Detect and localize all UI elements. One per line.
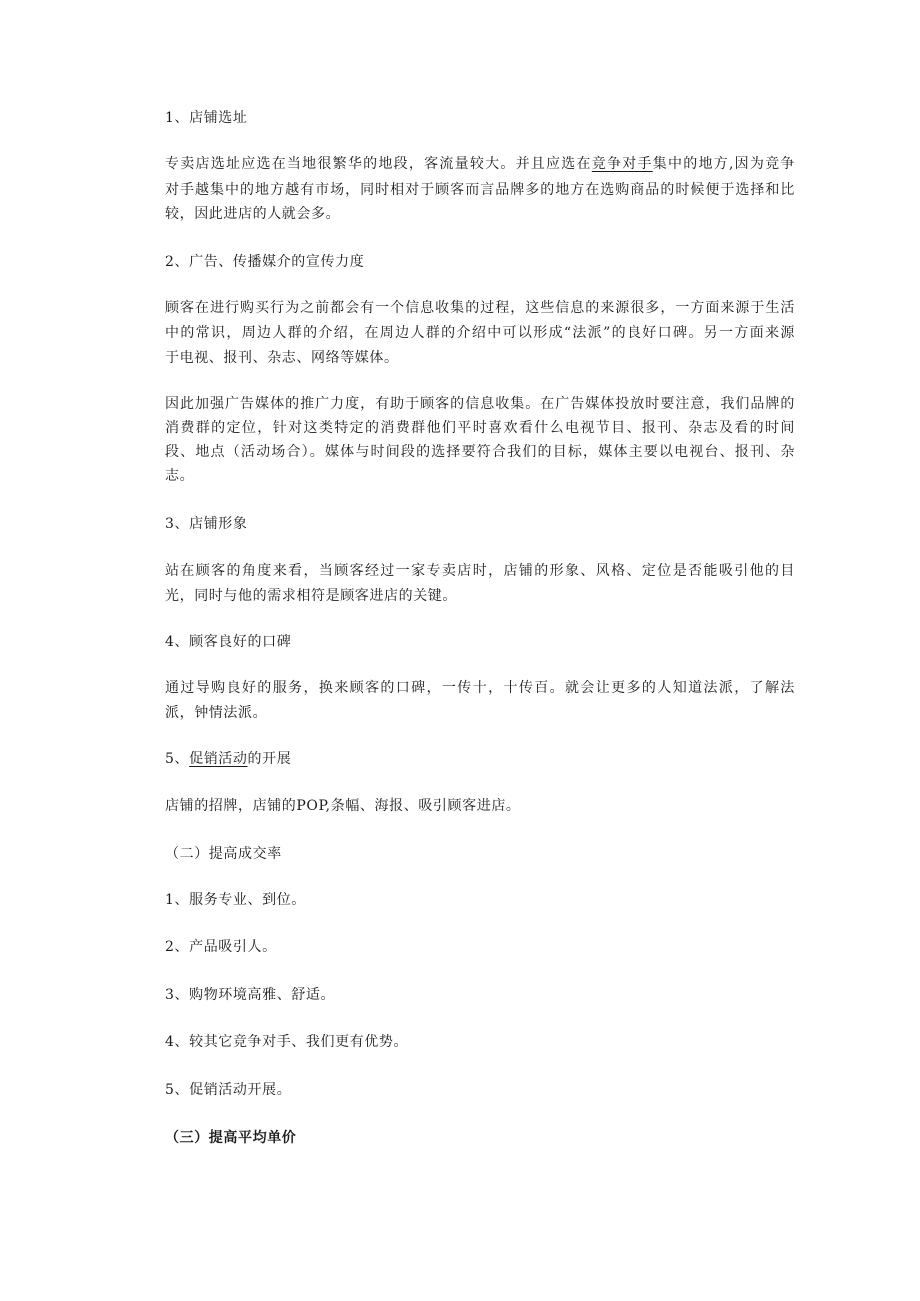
heading-advertising: 2、广告、传播媒介的宣传力度 — [165, 254, 365, 270]
paragraph-line: 顾客在进行购买行为之前都会有一个信息收集的过程，这些信息的来源很多，一方面来源于生活 — [165, 300, 795, 316]
text-span: 集中的地方,因为竞争 — [652, 156, 795, 172]
list-item: 4、较其它竞争对手、我们更有优势。 — [165, 1034, 409, 1050]
text-span: 的开展 — [247, 751, 292, 767]
paragraph-line: 光，同时与他的需求相符是顾客进店的关键。 — [165, 588, 457, 604]
heading-store-location: 1、店铺选址 — [165, 110, 248, 126]
paragraph-line: 通过导购良好的服务，换来顾客的口碑，一传十，十传百。就会让更多的人知道法派，了解法 — [165, 680, 795, 696]
paragraph-line: 志。 — [165, 468, 195, 484]
paragraph-line: 对手越集中的地方越有市场，同时相对于顾客而言品牌多的地方在选购商品的时候便于选择和比 — [165, 182, 795, 198]
paragraph-line — [165, 152, 795, 176]
list-item: 5、促销活动开展。 — [165, 1082, 292, 1098]
heading-store-image: 3、店铺形象 — [165, 516, 248, 532]
paragraph-line: 店铺的招牌，店铺的POP,条幅、海报、吸引顾客进店。 — [165, 798, 521, 814]
paragraph-line: 站在顾客的角度来看，当顾客经过一家专卖店时，店铺的形象、风格、定位是否能吸引他的目 — [165, 563, 795, 579]
paragraph-line: 因此加强广告媒体的推广力度，有助于顾客的信息收集。在广告媒体投放时要注意，我们品牌的 — [165, 396, 795, 412]
text-span: 专卖店选址应选在当地很繁华的地段，客流量较大。并且应选在 — [165, 156, 592, 172]
heading-promotion — [165, 747, 795, 771]
paragraph-line: 于电视、报刊、杂志、网络等媒体。 — [165, 350, 399, 366]
paragraph-line: 消费群的定位，针对这类特定的消费群他们平时喜欢看什么电视节目、报刊、杂志及看的时间 — [165, 420, 795, 436]
link-promotion-activity[interactable]: 促销活动 — [189, 751, 248, 767]
heading-average-price: （三）提高平均单价 — [165, 1130, 297, 1146]
list-item: 3、购物环境高雅、舒适。 — [165, 987, 336, 1003]
list-item: 2、产品吸引人。 — [165, 939, 277, 955]
heading-conversion-rate: （二）提高成交率 — [165, 846, 282, 862]
paragraph-line: 派，钟情法派。 — [165, 705, 268, 721]
paragraph-line: 较，因此进店的人就会多。 — [165, 206, 341, 222]
text-span: 5、 — [165, 751, 190, 767]
list-item: 1、服务专业、到位。 — [165, 892, 306, 908]
link-competitor[interactable]: 竞争对手 — [591, 156, 653, 172]
paragraph-line: 中的常识，周边人群的介绍，在周边人群的介绍中可以形成“法派”的良好口碑。另一方面来源 — [165, 325, 795, 341]
heading-reputation: 4、顾客良好的口碑 — [165, 634, 292, 650]
paragraph-line: 段、地点（活动场合）。媒体与时间段的选择要符合我们的目标，媒体主要以电视台、报刊、杂 — [165, 444, 795, 460]
